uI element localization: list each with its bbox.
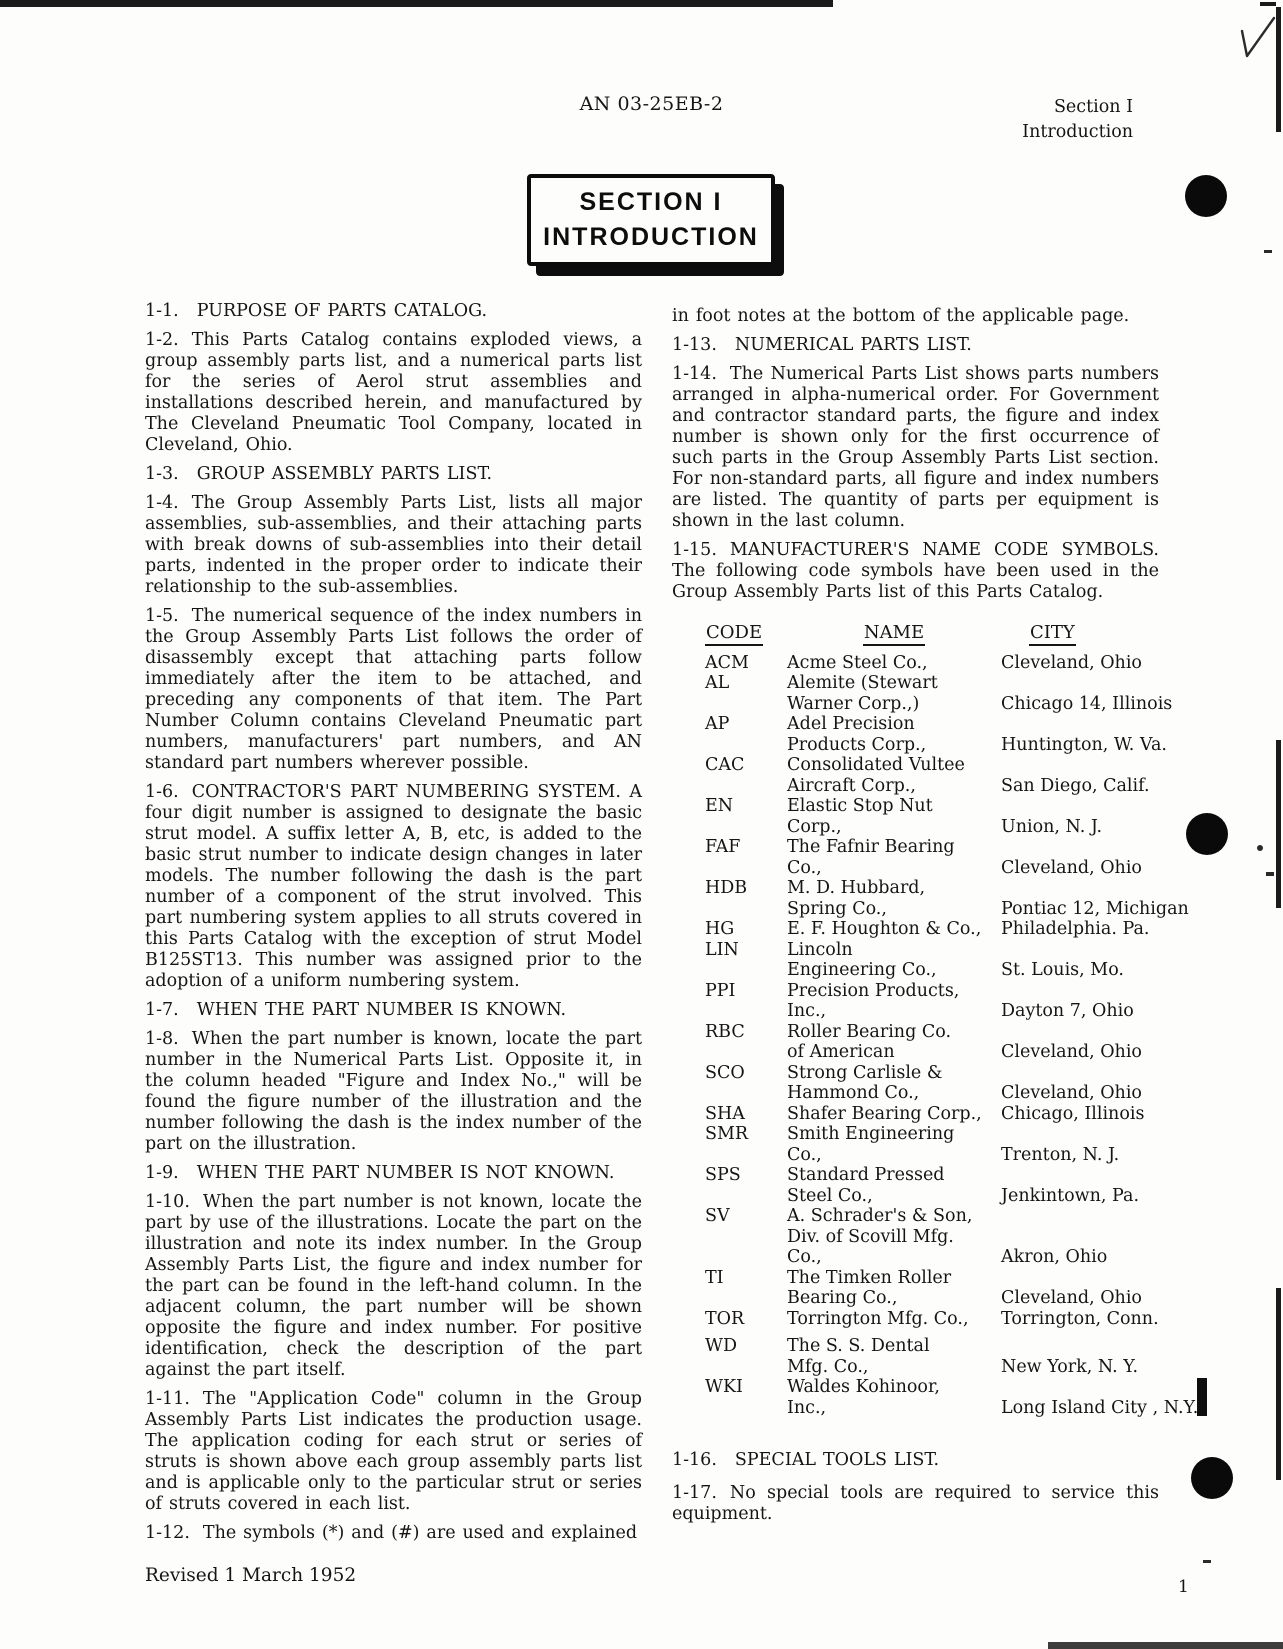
table-cell-city bbox=[1001, 673, 1159, 694]
table-cell-code bbox=[705, 1357, 787, 1378]
table-cell-code: WKI bbox=[705, 1377, 743, 1397]
paragraph bbox=[672, 1483, 1159, 1525]
table-row-line bbox=[705, 1268, 1159, 1289]
paragraph-heading bbox=[145, 1163, 642, 1184]
paragraph bbox=[672, 364, 1159, 532]
table-cell-code bbox=[705, 817, 787, 838]
table-row-line bbox=[705, 1165, 1159, 1186]
paragraph bbox=[145, 1192, 642, 1381]
paragraph-text: This Parts Catalog contains exploded views, a group assembly parts list, and a numerical parts list for the series of Aerol strut assemblies and installations described herein, and manufactured by The Cleveland Pneumatic Tool Company, located in Cleveland, Ohio. bbox=[145, 330, 642, 455]
paragraph-number: 1-4. bbox=[145, 493, 179, 513]
paragraph bbox=[145, 1389, 642, 1515]
paragraph-number: 1-1. bbox=[145, 301, 179, 321]
paragraph-text: The Numerical Parts List shows parts numbers arranged in alpha-numerical order. For Government and contractor standard parts, the figure and index number is shown only for the first occurrence of such parts in the Group Assembly Parts List section. For non-standard parts, all figure and index numbers are listed. The quantity of parts per equipment is shown in the last column. bbox=[672, 364, 1159, 531]
table-cell-code: HDB bbox=[705, 878, 748, 898]
table-row-line bbox=[705, 1357, 1159, 1378]
table-header-name bbox=[787, 623, 1001, 644]
table-row-line bbox=[705, 940, 1159, 961]
table-row-line bbox=[705, 1309, 1159, 1330]
table-cell-name: Co., bbox=[787, 1144, 822, 1165]
top-edge-scan-speck bbox=[1260, 2, 1276, 6]
paragraph-heading bbox=[672, 335, 1159, 356]
paragraph-text: in foot notes at the bottom of the applicable page. bbox=[672, 306, 1130, 326]
section-title-line1: SECTION I bbox=[579, 188, 723, 216]
table-row-line bbox=[705, 1042, 1159, 1063]
table-row-line bbox=[705, 1377, 1159, 1398]
table-cell-code: HG bbox=[705, 919, 735, 939]
table-cell-city bbox=[1001, 755, 1159, 776]
table-cell-code bbox=[705, 960, 787, 981]
paragraph-number: 1-8. bbox=[145, 1029, 179, 1049]
paragraph-text: MANUFACTURER'S NAME CODE SYMBOLS. The following code symbols have been used in the Group Assembly Parts list of this Parts Catalog. bbox=[672, 540, 1159, 602]
table-row-line bbox=[705, 919, 1159, 940]
table-cell-city: Cleveland, Ohio bbox=[1001, 857, 1142, 878]
table-cell-city: Pontiac 12, Michigan bbox=[1001, 898, 1189, 919]
table-cell-code bbox=[705, 1247, 787, 1268]
table-cell-city bbox=[1001, 1336, 1159, 1357]
table-cell-city: Torrington, Conn. bbox=[1001, 1308, 1159, 1329]
table-cell-city: Chicago 14, Illinois bbox=[1001, 693, 1173, 714]
margin-speck bbox=[1257, 845, 1263, 851]
table-cell-city bbox=[1001, 714, 1159, 735]
table-row-line bbox=[705, 1083, 1159, 1104]
right-edge-scan-artifact bbox=[1276, 740, 1281, 908]
table-row-line bbox=[705, 673, 1159, 694]
table-cell-city: Cleveland, Ohio bbox=[1001, 1083, 1142, 1103]
paragraph-number: 1-7. bbox=[145, 1000, 179, 1020]
table-cell-code bbox=[705, 1042, 787, 1063]
table-row-line bbox=[705, 1022, 1159, 1043]
page-number: 1 bbox=[1178, 1577, 1189, 1597]
paragraph-number: 1-5. bbox=[145, 606, 179, 626]
table-cell-name: Bearing Co., bbox=[787, 1288, 898, 1308]
table-row-line bbox=[705, 960, 1159, 981]
right-column-top-blocks bbox=[672, 306, 1159, 603]
table-cell-name: The S. S. Dental bbox=[787, 1336, 930, 1356]
paragraph-number: 1-12. bbox=[145, 1523, 190, 1543]
table-cell-city: Jenkintown, Pa. bbox=[1001, 1185, 1140, 1206]
table-cell-code: SPS bbox=[705, 1165, 741, 1185]
paragraph bbox=[672, 306, 1159, 327]
doc-number: AN 03-25EB-2 bbox=[579, 93, 724, 115]
table-cell-city bbox=[1001, 1124, 1159, 1145]
table-row-line bbox=[705, 1124, 1159, 1145]
table-cell-name: Roller Bearing Co. bbox=[787, 1021, 952, 1042]
table-cell-city bbox=[1001, 1022, 1159, 1043]
paragraph-text: PURPOSE OF PARTS CATALOG. bbox=[196, 301, 488, 321]
table-row-line bbox=[705, 1063, 1159, 1084]
paragraph-number: 1-14. bbox=[672, 364, 717, 384]
table-cell-name: E. F. Houghton & Co., bbox=[787, 919, 982, 939]
table-cell-name: Steel Co., bbox=[787, 1185, 873, 1206]
table-cell-code: WD bbox=[705, 1336, 738, 1356]
table-cell-code: PPI bbox=[705, 980, 736, 1001]
paragraph-text: NUMERICAL PARTS LIST. bbox=[734, 335, 972, 355]
paragraph-text: When the part number is not known, locate the part by use of the illustrations. Locate the part on the illustration and note its index number. In the Group Assembly Parts List, the figure and index number for the part can be found in the left-hand column. In the adjacent column, the part number will be shown opposite the figure and index number. For positive identification, check the description of the part against the part itself. bbox=[145, 1192, 642, 1380]
paragraph-number: 1-13. bbox=[672, 335, 717, 355]
table-row-line bbox=[705, 1247, 1159, 1268]
punch-dot bbox=[1191, 1457, 1233, 1499]
table-cell-city: New York, N. Y. bbox=[1001, 1356, 1139, 1377]
right-text-column bbox=[672, 306, 1199, 1537]
paragraph bbox=[145, 1029, 642, 1155]
table-cell-code: FAF bbox=[705, 837, 741, 857]
table-cell-name: Shafer Bearing Corp., bbox=[787, 1103, 982, 1124]
paragraph-text: The symbols (*) and (#) are used and explained bbox=[202, 1523, 638, 1543]
table-cell-name: Co., bbox=[787, 1247, 822, 1267]
table-cell-code bbox=[705, 1186, 787, 1207]
table-row-line bbox=[705, 898, 1189, 920]
table-cell-code: LIN bbox=[705, 939, 739, 960]
table-cell-name: of American bbox=[787, 1042, 895, 1062]
table-cell-code: SV bbox=[705, 1206, 730, 1226]
table-cell-city: San Diego, Calif. bbox=[1001, 775, 1150, 796]
paragraph-number: 1-16. bbox=[672, 1450, 717, 1470]
table-cell-city: Cleveland, Ohio bbox=[1001, 1042, 1142, 1062]
table-cell-city: Huntington, W. Va. bbox=[1001, 734, 1167, 755]
table-row-line bbox=[705, 1397, 1199, 1419]
table-cell-name: Inc., bbox=[787, 1397, 827, 1418]
table-cell-city bbox=[1001, 1268, 1159, 1289]
table-cell-name: Lincoln bbox=[787, 939, 853, 960]
table-header-city bbox=[1001, 623, 1159, 644]
table-cell-city: St. Louis, Mo. bbox=[1001, 960, 1124, 980]
paragraph bbox=[145, 782, 642, 992]
table-row-line bbox=[705, 653, 1159, 674]
table-cell-code: EN bbox=[705, 796, 734, 816]
paragraph-number: 1-3. bbox=[145, 464, 179, 484]
bottom-edge-scan-artifact bbox=[1048, 1642, 1283, 1649]
table-cell-city bbox=[1001, 940, 1159, 961]
table-cell-code bbox=[705, 899, 787, 920]
table-cell-name: Products Corp., bbox=[787, 734, 927, 755]
table-cell-code bbox=[705, 1227, 787, 1248]
table-cell-city: Philadelphia. Pa. bbox=[1001, 919, 1150, 939]
table-cell-city bbox=[1001, 1227, 1159, 1248]
table-cell-city bbox=[1001, 1206, 1159, 1227]
table-cell-city bbox=[1001, 1377, 1159, 1398]
table-cell-city: Akron, Ohio bbox=[1001, 1247, 1108, 1267]
table-cell-city: Union, N. J. bbox=[1001, 816, 1103, 837]
table-row-line bbox=[705, 796, 1159, 817]
table-cell-name: Elastic Stop Nut bbox=[787, 796, 933, 816]
table-cell-name: Aircraft Corp., bbox=[787, 775, 916, 796]
table-cell-code: SHA bbox=[705, 1103, 745, 1124]
paragraph-number: 1-9. bbox=[145, 1163, 179, 1183]
table-cell-city bbox=[1001, 1165, 1159, 1186]
table-row-line bbox=[705, 693, 1173, 715]
table-cell-city: Chicago, Illinois bbox=[1001, 1103, 1145, 1124]
paragraph bbox=[145, 606, 642, 774]
top-edge-scan-artifact bbox=[0, 0, 833, 7]
table-cell-name: Consolidated Vultee bbox=[787, 755, 965, 775]
table-cell-code: SCO bbox=[705, 1062, 745, 1083]
paragraph-number: 1-2. bbox=[145, 330, 179, 350]
paragraph-heading bbox=[145, 301, 642, 322]
table-cell-code bbox=[705, 858, 787, 879]
table-row-line bbox=[705, 714, 1159, 735]
paragraph-text: WHEN THE PART NUMBER IS NOT KNOWN. bbox=[196, 1163, 615, 1183]
table-header-row bbox=[705, 623, 1159, 644]
table-body bbox=[705, 652, 1199, 1419]
table-row-line bbox=[705, 776, 1159, 797]
table-row-line bbox=[705, 1145, 1159, 1166]
paragraph-number: 1-6. bbox=[145, 782, 179, 802]
table-row-line bbox=[705, 755, 1159, 776]
table-cell-city: Cleveland, Ohio bbox=[1001, 1288, 1142, 1308]
paragraph-number: 1-10. bbox=[145, 1192, 190, 1212]
table-cell-code: SMR bbox=[705, 1124, 749, 1144]
table-cell-name: Warner Corp.,) bbox=[787, 693, 920, 714]
table-row-line bbox=[705, 1186, 1159, 1207]
table-cell-name: The Fafnir Bearing bbox=[787, 837, 955, 857]
table-cell-code bbox=[705, 1288, 787, 1309]
table-row-line bbox=[705, 817, 1159, 838]
paragraph-number: 1-15. bbox=[672, 540, 717, 560]
table-cell-code bbox=[705, 1145, 787, 1166]
margin-speck bbox=[1264, 250, 1272, 253]
table-cell-code: CAC bbox=[705, 755, 745, 775]
table-cell-city: Dayton 7, Ohio bbox=[1001, 1001, 1134, 1021]
table-cell-name: Torrington Mfg. Co., bbox=[787, 1308, 969, 1329]
header-section-label bbox=[1022, 95, 1133, 145]
table-header-code-label: CODE bbox=[705, 622, 763, 646]
paragraph bbox=[672, 540, 1159, 603]
paragraph-text: SPECIAL TOOLS LIST. bbox=[734, 1450, 940, 1470]
paragraph-number: 1-11. bbox=[145, 1389, 190, 1409]
paragraph-heading bbox=[145, 1000, 642, 1021]
section-sublabel: Introduction bbox=[1022, 122, 1133, 142]
table-cell-name: Engineering Co., bbox=[787, 960, 937, 980]
table-cell-name: Div. of Scovill Mfg. bbox=[787, 1226, 954, 1247]
table-cell-name: Adel Precision bbox=[787, 714, 915, 734]
table-cell-name: Waldes Kohinoor, bbox=[787, 1377, 940, 1397]
revision-change-bar bbox=[1197, 1378, 1207, 1416]
table-row-line bbox=[705, 837, 1159, 858]
table-cell-city: Trenton, N. J. bbox=[1001, 1144, 1120, 1165]
table-cell-name: Spring Co., bbox=[787, 898, 887, 919]
table-row-line bbox=[705, 1206, 1159, 1227]
paragraph-text: The numerical sequence of the index numbers in the Group Assembly Parts List follows the order of disassembly except that attaching parts follow immediately after the item to be attached, and preceding any components of that item. The Part Number Column contains Cleveland Pneumatic part numbers, manufacturers' part numbers, and AN standard part numbers wherever possible. bbox=[145, 606, 642, 773]
table-cell-code: AP bbox=[705, 714, 730, 734]
margin-speck bbox=[1266, 872, 1274, 876]
table-cell-name: Acme Steel Co., bbox=[787, 652, 928, 673]
table-cell-name: Mfg. Co., bbox=[787, 1356, 869, 1377]
table-cell-code bbox=[705, 1083, 787, 1104]
punch-dot bbox=[1186, 813, 1228, 855]
table-cell-code bbox=[705, 1001, 787, 1022]
right-edge-scan-artifact bbox=[1276, 1288, 1281, 1480]
paragraph bbox=[145, 493, 642, 598]
table-row-line bbox=[705, 1001, 1159, 1022]
table-cell-code bbox=[705, 735, 787, 756]
paragraph bbox=[145, 330, 642, 456]
paragraph-text: WHEN THE PART NUMBER IS KNOWN. bbox=[196, 1000, 567, 1020]
table-row-line bbox=[705, 858, 1159, 879]
paragraph-heading bbox=[672, 1450, 1159, 1471]
table-cell-name: Co., bbox=[787, 857, 822, 878]
margin-speck bbox=[1203, 1560, 1211, 1563]
table-cell-city: Cleveland, Ohio bbox=[1001, 652, 1142, 673]
table-header-city-label: CITY bbox=[1029, 622, 1076, 646]
table-cell-name: Corp., bbox=[787, 816, 842, 837]
table-cell-name: A. Schrader's & Son, bbox=[787, 1206, 973, 1226]
right-column-bottom-blocks bbox=[672, 1450, 1159, 1525]
table-row-line bbox=[705, 1336, 1159, 1357]
paragraph-text: GROUP ASSEMBLY PARTS LIST. bbox=[196, 464, 493, 484]
table-row-line bbox=[705, 734, 1167, 756]
table-cell-name: M. D. Hubbard, bbox=[787, 878, 926, 898]
table-row-line bbox=[705, 1288, 1159, 1309]
section-title-box bbox=[527, 174, 775, 266]
table-row-line bbox=[705, 981, 1159, 1002]
table-cell-code: ACM bbox=[705, 652, 749, 673]
paragraph-text: CONTRACTOR'S PART NUMBERING SYSTEM. A four digit number is assigned to designate the basic strut model. A suffix letter A, B, etc, is added to the basic strut number to indicate design changes in later models. The number following the dash is the part number of a component of the strut involved. This part numbering system applies to all struts covered in this Parts Catalog with the exception of strut Model B125ST13. This number was assigned prior to the adoption of a uniform numbering system. bbox=[145, 782, 642, 991]
section-title-line2: INTRODUCTION bbox=[543, 223, 759, 251]
table-cell-name: Alemite (Stewart bbox=[787, 673, 938, 693]
table-cell-code bbox=[705, 694, 787, 715]
paragraph-heading bbox=[145, 464, 642, 485]
table-row-line bbox=[705, 878, 1159, 899]
table-cell-code: AL bbox=[705, 673, 730, 693]
table-header-name-label: NAME bbox=[863, 622, 925, 646]
paragraph bbox=[145, 1523, 642, 1544]
table-cell-city bbox=[1001, 837, 1159, 858]
section-label: Section I bbox=[1053, 97, 1133, 117]
paragraph-text: The "Application Code" column in the Group Assembly Parts List indicates the production usage. The application coding for each strut or series of struts is shown above each group assembly parts list and is applicable only to the particular strut or series of struts covered in each list. bbox=[145, 1389, 642, 1514]
table-cell-name: Strong Carlisle & bbox=[787, 1062, 943, 1083]
table-cell-code: TI bbox=[705, 1267, 724, 1288]
table-cell-city bbox=[1001, 1063, 1159, 1084]
table-cell-city bbox=[1001, 796, 1159, 817]
paragraph-text: When the part number is known, locate the part number in the Numerical Parts List. Opposite it, in the column headed "Figure and Index No.," will be found the figure number of the illustration and the number following the dash is the index number of the part on the illustration. bbox=[145, 1029, 642, 1154]
table-cell-code: RBC bbox=[705, 1021, 745, 1042]
punch-dot bbox=[1185, 175, 1227, 217]
table-row-spacer bbox=[705, 1329, 1159, 1336]
table-row-line bbox=[705, 1227, 1159, 1248]
table-cell-name: Hammond Co., bbox=[787, 1083, 920, 1103]
table-cell-name: Precision Products, bbox=[787, 980, 960, 1001]
table-cell-city: Long Island City , N.Y. bbox=[1001, 1397, 1199, 1418]
paragraph-text: No special tools are required to service this equipment. bbox=[672, 1483, 1159, 1524]
left-text-column bbox=[145, 298, 642, 1552]
manufacturer-code-table bbox=[705, 622, 1199, 1418]
footer-revision-date: Revised 1 March 1952 bbox=[145, 1565, 357, 1586]
table-cell-code bbox=[705, 776, 787, 797]
table-cell-name: Inc., bbox=[787, 1001, 827, 1021]
table-cell-code bbox=[705, 1398, 787, 1419]
table-cell-name: Standard Pressed bbox=[787, 1165, 945, 1185]
pencil-checkmark-icon bbox=[1236, 12, 1278, 64]
table-cell-name: Smith Engineering bbox=[787, 1124, 955, 1144]
table-cell-code: TOR bbox=[705, 1308, 745, 1329]
table-cell-name: The Timken Roller bbox=[787, 1267, 952, 1288]
table-row-line bbox=[705, 1104, 1159, 1125]
paragraph-text: The Group Assembly Parts List, lists all major assemblies, sub-assemblies, and their attaching parts with break downs of sub-assemblies into their detail parts, indented in the proper order to indicate their relationship to the sub-assemblies. bbox=[145, 493, 642, 597]
table-cell-city bbox=[1001, 981, 1159, 1002]
paragraph-number: 1-17. bbox=[672, 1483, 717, 1503]
table-cell-city bbox=[1001, 878, 1159, 899]
table-header-code bbox=[705, 623, 787, 644]
